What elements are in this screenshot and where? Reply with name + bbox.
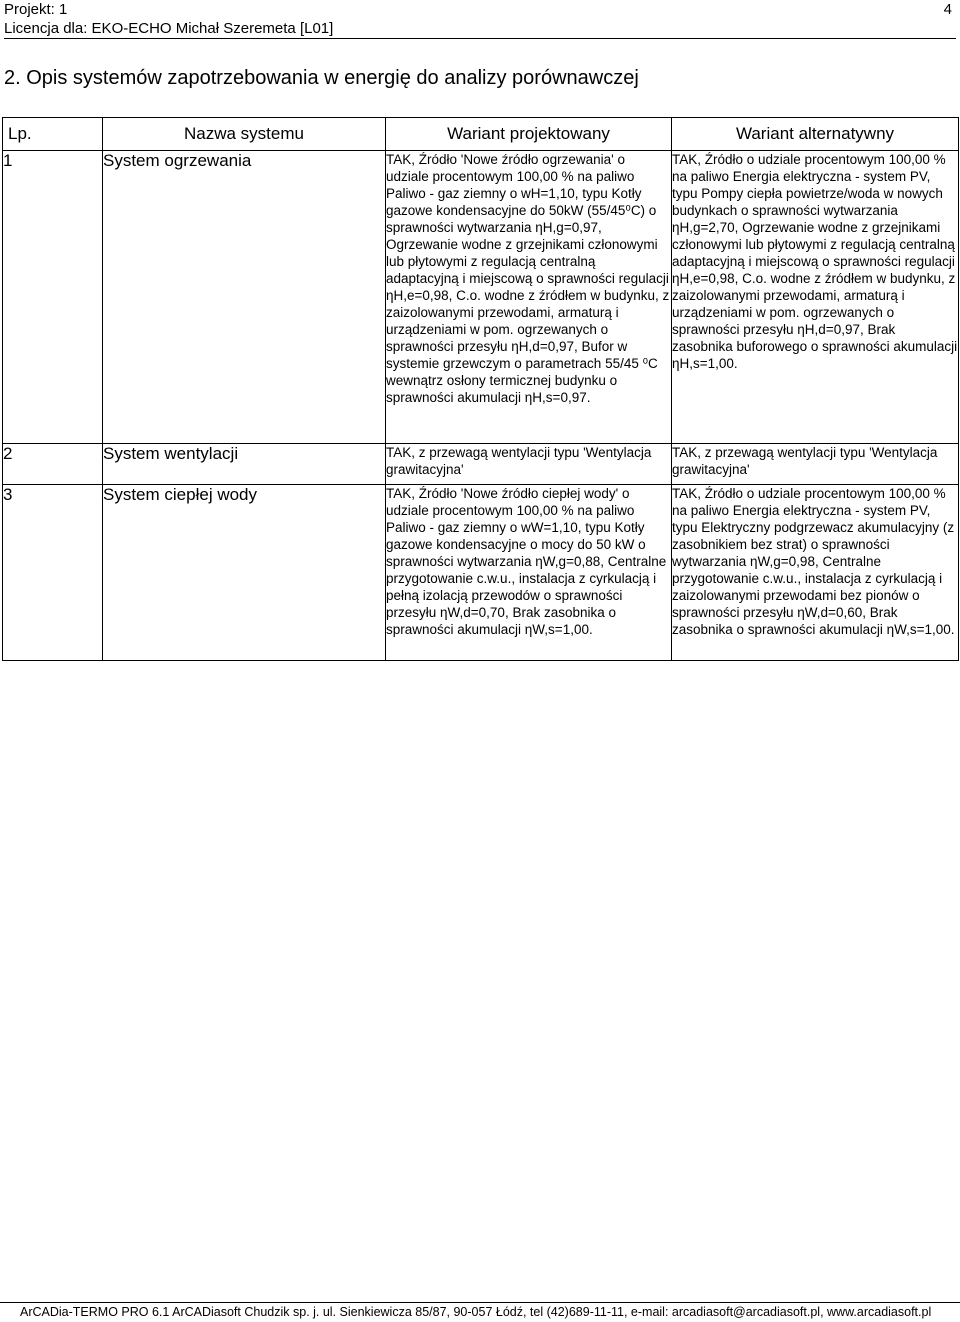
projected-description	[386, 151, 672, 444]
systems-table	[2, 117, 959, 661]
alternative-text: TAK, z przewagą wentylacji typu 'Wentylacja grawitacyjna'	[672, 445, 938, 477]
system-name: System wentylacji	[103, 444, 386, 485]
projected-text: TAK, Źródło 'Nowe źródło ciepłej wody' o udziale procentowym 100,00 % na paliwo Paliwo - gaz ziemny o wW=1,10, typu Kotły gazowe kondensacyjne o mocy do 50 kW o sprawności wytwarzania ηW,g=0,88, Centralne przygotowanie c.w.u., instalacja z cyrkulacją i pełną izolacją przewodów o sprawności przesyłu ηW,d=0,70, Brak zasobnika o sprawności akumulacji ηW,s=1,00.	[386, 486, 667, 637]
header-lp: Lp.	[3, 118, 103, 151]
project-label: Projekt: 1	[4, 1, 68, 18]
page-number: 4	[943, 1, 952, 18]
section-title: 2. Opis systemów zapotrzebowania w energię do analizy porównawczej	[4, 67, 639, 89]
row-number: 1	[3, 151, 103, 444]
page-header	[4, 0, 956, 39]
license-label: Licencja dla: EKO-ECHO Michał Szeremeta [L01]	[4, 20, 334, 37]
system-name: System ciepłej wody	[103, 485, 386, 661]
table-header-row	[3, 118, 959, 151]
footer-text: ArCADia-TERMO PRO 6.1 ArCADiasoft Chudzik sp. j. ul. Sienkiewicza 85/87, 90-057 Łódź, tel (42)689-11-11, e-mail: arcadiasoft@arcadiasoft.pl, www.arcadiasoft.pl	[20, 1305, 932, 1319]
alternative-description	[672, 485, 959, 661]
header-projected-variant: Wariant projektowany	[386, 118, 672, 151]
alternative-text: TAK, Źródło o udziale procentowym 100,00 % na paliwo Energia elektryczna - system PV, typu Elektryczny podgrzewacz akumulacyjny (z zasobnikiem bez strat) o sprawności wytwarzania ηW,g=0,98, Centralne przygotowanie c.w.u., instalacja z cyrkulacją i zaizolowanymi przewodami bez pionów o sprawności przesyłu ηW,d=0,60, Brak zasobnika o sprawności akumulacji ηW,s=1,00.	[672, 486, 955, 637]
row-number: 3	[3, 485, 103, 661]
table-row	[3, 444, 959, 485]
header-alternative-variant: Wariant alternatywny	[672, 118, 959, 151]
row-number: 2	[3, 444, 103, 485]
table-row	[3, 151, 959, 444]
page-footer	[0, 1302, 960, 1322]
projected-text: TAK, Źródło 'Nowe źródło ogrzewania' o udziale procentowym 100,00 % na paliwo Paliwo - gaz ziemny o wH=1,10, typu Kotły gazowe kondensacyjne do 50kW (55/45⁰C) o sprawności wytwarzania ηH,g=0,97, Ogrzewanie wodne z grzejnikami członowymi lub płytowymi z regulacją centralną adaptacyjną i miejscową o sprawności regulacji ηH,e=0,98, C.o. wodne z źródłem w budynku, z zaizolowanymi przewodami, armaturą i urządzeniami w pom. ogrzewanych o sprawności przesyłu ηH,d=0,97, Bufor w systemie grzewczym o parametrach 55/45 ⁰C wewnątrz osłony termicznej budynku o sprawności akumulacji ηH,s=0,97.	[386, 152, 670, 405]
projected-description	[386, 485, 672, 661]
system-name: System ogrzewania	[103, 151, 386, 444]
table-row	[3, 485, 959, 661]
alternative-description	[672, 444, 959, 485]
header-system-name: Nazwa systemu	[103, 118, 386, 151]
projected-description	[386, 444, 672, 485]
alternative-text: TAK, Źródło o udziale procentowym 100,00 % na paliwo Energia elektryczna - system PV, typu Pompy ciepła powietrze/woda w nowych budynkach o sprawności wytwarzania ηH,g=2,70, Ogrzewanie wodne z grzejnikami członowymi lub płytowymi z regulacją centralną adaptacyjną i miejscową o sprawności regulacji ηH,e=0,98, C.o. wodne z źródłem w budynku, z zaizolowanymi przewodami, armaturą i urządzeniami w pom. ogrzewanych o sprawności przesyłu ηH,d=0,97, Brak zasobnika buforowego o sprawności akumulacji ηH,s=1,00.	[672, 152, 958, 371]
alternative-description	[672, 151, 959, 444]
projected-text: TAK, z przewagą wentylacji typu 'Wentylacja grawitacyjna'	[386, 445, 652, 477]
